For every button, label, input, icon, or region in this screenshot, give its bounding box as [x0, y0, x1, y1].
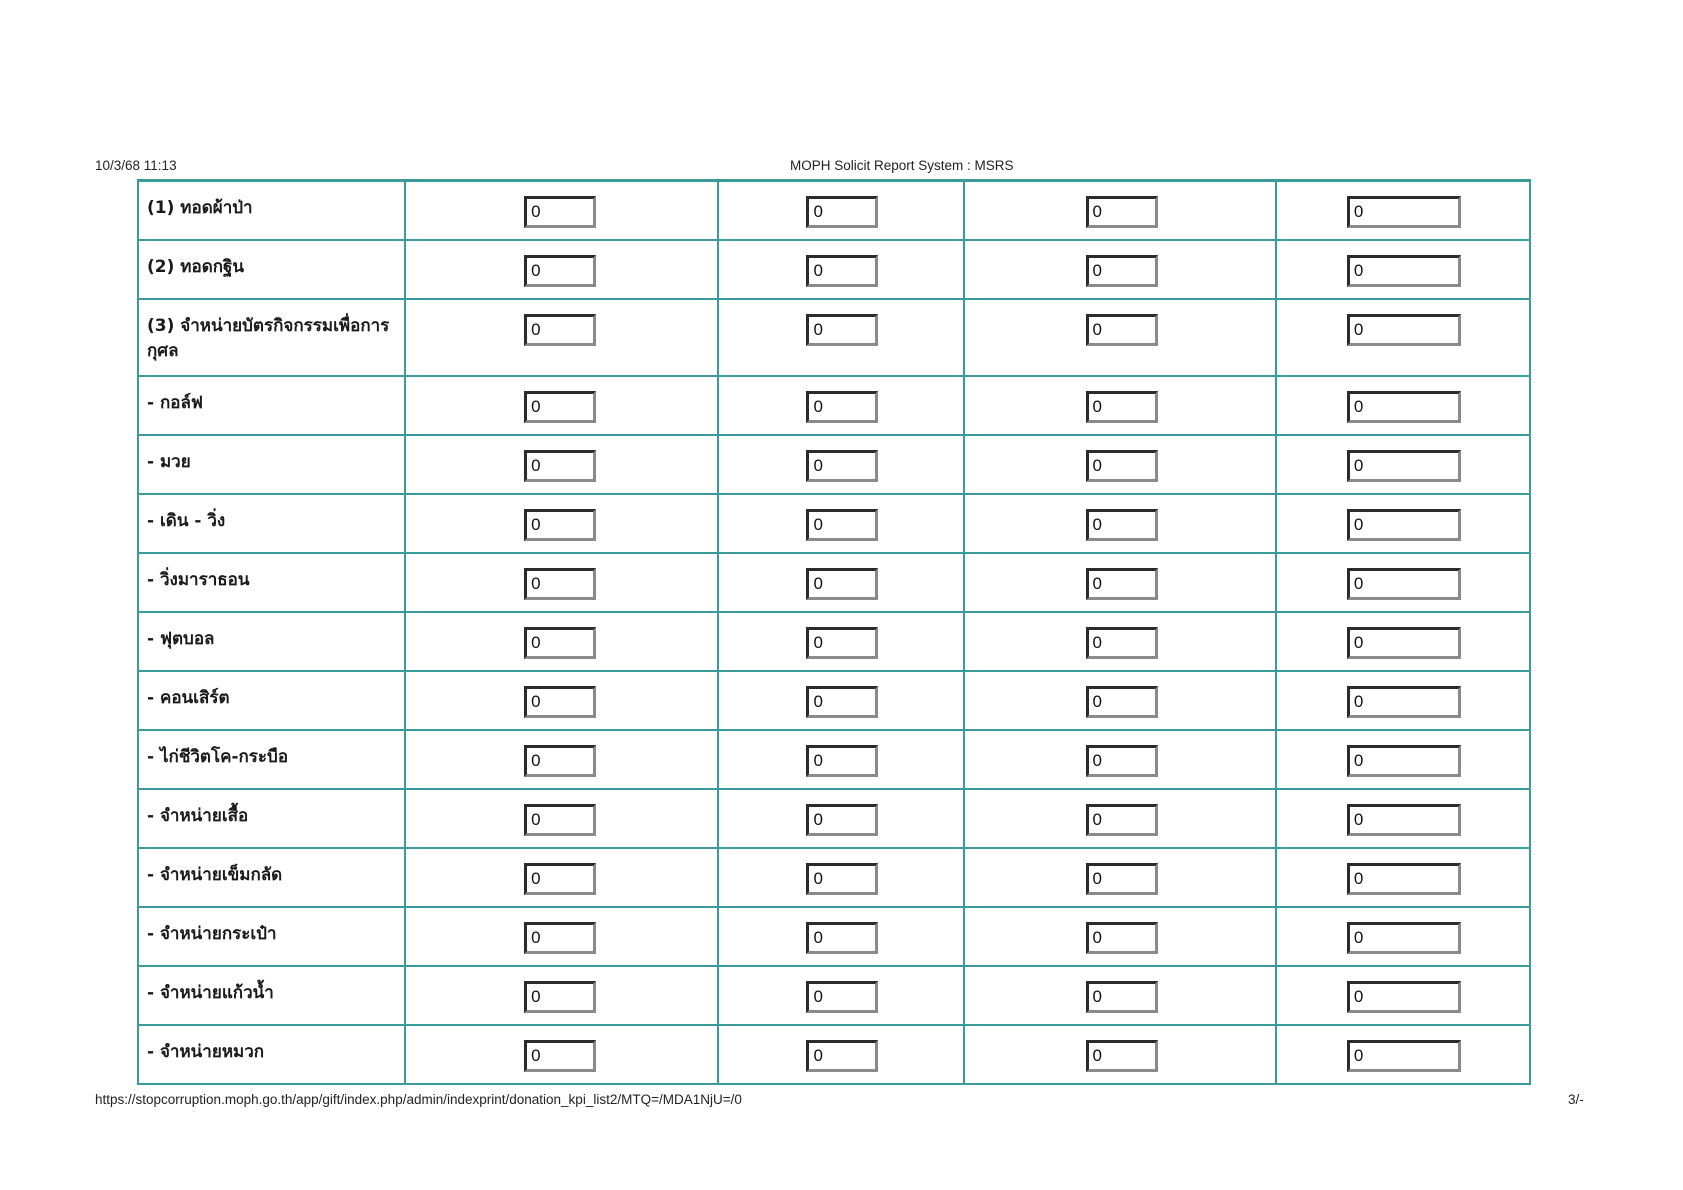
page-url: https://stopcorruption.moph.go.th/app/gift/index.php/admin/indexprint/donation_kpi_list2/MTQ=/MDA1NjU=/0: [95, 1092, 742, 1107]
value-cell: [718, 730, 963, 789]
row-label-cell: [138, 553, 405, 612]
amount-field[interactable]: 0: [1347, 196, 1461, 228]
value-cell: [964, 966, 1276, 1025]
amount-field[interactable]: 0: [806, 450, 878, 482]
amount-field[interactable]: 0: [524, 568, 596, 600]
row-label-cell: [138, 671, 405, 730]
row-label-cell: [138, 240, 405, 299]
row-label-cell: [138, 376, 405, 435]
donation-kpi-table: [137, 179, 1531, 1085]
amount-field[interactable]: 0: [1086, 981, 1158, 1013]
value-cell: [1276, 789, 1530, 848]
amount-field[interactable]: 0: [1086, 196, 1158, 228]
table-row: [138, 848, 1530, 907]
amount-field[interactable]: 0: [524, 196, 596, 228]
row-label-cell: [138, 435, 405, 494]
amount-field[interactable]: 0: [1347, 981, 1461, 1013]
value-cell: [1276, 494, 1530, 553]
amount-field[interactable]: 0: [1347, 686, 1461, 718]
amount-field[interactable]: 0: [1086, 863, 1158, 895]
row-label-cell: [138, 730, 405, 789]
amount-field[interactable]: 0: [1347, 745, 1461, 777]
value-cell: [405, 671, 718, 730]
value-cell: [405, 435, 718, 494]
table-row: [138, 376, 1530, 435]
row-label: (3) จำหน่ายบัตรกิจกรรมเพื่อการกุศล: [147, 316, 390, 361]
value-cell: [964, 671, 1276, 730]
value-cell: [964, 494, 1276, 553]
table-row: [138, 494, 1530, 553]
amount-field[interactable]: 0: [806, 863, 878, 895]
value-cell: [1276, 299, 1530, 376]
amount-field[interactable]: 0: [1347, 255, 1461, 287]
amount-field[interactable]: 0: [1347, 568, 1461, 600]
amount-field[interactable]: 0: [524, 391, 596, 423]
row-label-cell: [138, 612, 405, 671]
amount-field[interactable]: 0: [524, 255, 596, 287]
value-cell: [1276, 966, 1530, 1025]
value-cell: [405, 494, 718, 553]
value-cell: [405, 181, 718, 241]
value-cell: [1276, 1025, 1530, 1084]
value-cell: [718, 789, 963, 848]
value-cell: [964, 181, 1276, 241]
value-cell: [964, 1025, 1276, 1084]
table-row: [138, 789, 1530, 848]
table-body: [138, 181, 1530, 1085]
value-cell: [1276, 181, 1530, 241]
value-cell: [1276, 240, 1530, 299]
value-cell: [964, 730, 1276, 789]
value-cell: [1276, 907, 1530, 966]
amount-field[interactable]: 0: [806, 314, 878, 346]
amount-field[interactable]: 0: [806, 627, 878, 659]
row-label: - จำหน่ายแก้วน้ำ: [147, 983, 274, 1003]
value-cell: [1276, 553, 1530, 612]
amount-field[interactable]: 0: [524, 922, 596, 954]
amount-field[interactable]: 0: [1347, 450, 1461, 482]
value-cell: [718, 671, 963, 730]
amount-field[interactable]: 0: [524, 686, 596, 718]
row-label: - จำหน่ายกระเป๋า: [147, 924, 277, 944]
row-label-cell: [138, 181, 405, 241]
value-cell: [718, 1025, 963, 1084]
amount-field[interactable]: 0: [806, 196, 878, 228]
table-row: [138, 730, 1530, 789]
row-label: - จำหน่ายเสื้อ: [147, 806, 249, 826]
amount-field[interactable]: 0: [806, 686, 878, 718]
amount-field[interactable]: 0: [1347, 391, 1461, 423]
value-cell: [964, 376, 1276, 435]
row-label-cell: [138, 789, 405, 848]
row-label-cell: [138, 848, 405, 907]
amount-field[interactable]: 0: [806, 509, 878, 541]
value-cell: [1276, 612, 1530, 671]
row-label: (1) ทอดผ้าป่า: [147, 198, 253, 218]
value-cell: [964, 612, 1276, 671]
row-label: - จำหน่ายหมวก: [147, 1042, 265, 1062]
value-cell: [964, 435, 1276, 494]
value-cell: [1276, 730, 1530, 789]
row-label: - วิ่งมาราธอน: [147, 570, 250, 590]
value-cell: [964, 299, 1276, 376]
value-cell: [405, 1025, 718, 1084]
amount-field[interactable]: 0: [1347, 1040, 1461, 1072]
row-label: - จำหน่ายเข็มกลัด: [147, 865, 283, 885]
amount-field[interactable]: 0: [1086, 314, 1158, 346]
amount-field[interactable]: 0: [1086, 1040, 1158, 1072]
table-row: [138, 1025, 1530, 1084]
table-row: [138, 671, 1530, 730]
value-cell: [405, 553, 718, 612]
value-cell: [718, 612, 963, 671]
value-cell: [964, 848, 1276, 907]
amount-field[interactable]: 0: [524, 509, 596, 541]
amount-field[interactable]: 0: [806, 1040, 878, 1072]
table-row: [138, 966, 1530, 1025]
value-cell: [405, 730, 718, 789]
amount-field[interactable]: 0: [806, 922, 878, 954]
value-cell: [405, 299, 718, 376]
value-cell: [405, 240, 718, 299]
value-cell: [718, 299, 963, 376]
amount-field[interactable]: 0: [524, 804, 596, 836]
amount-field[interactable]: 0: [1347, 627, 1461, 659]
amount-field[interactable]: 0: [1086, 450, 1158, 482]
row-label: - เดิน - วิ่ง: [147, 511, 226, 531]
table-row: [138, 299, 1530, 376]
row-label: - คอนเสิร์ต: [147, 688, 230, 708]
value-cell: [405, 376, 718, 435]
amount-field[interactable]: 0: [1347, 804, 1461, 836]
row-label: - กอล์ฟ: [147, 393, 203, 413]
value-cell: [718, 966, 963, 1025]
row-label-cell: [138, 494, 405, 553]
value-cell: [1276, 435, 1530, 494]
amount-field[interactable]: 0: [806, 568, 878, 600]
value-cell: [405, 612, 718, 671]
amount-field[interactable]: 0: [524, 314, 596, 346]
table-row: [138, 907, 1530, 966]
row-label: - ฟุตบอล: [147, 629, 215, 649]
amount-field[interactable]: 0: [1347, 314, 1461, 346]
amount-field[interactable]: 0: [1086, 568, 1158, 600]
amount-field[interactable]: 0: [806, 804, 878, 836]
value-cell: [1276, 848, 1530, 907]
value-cell: [718, 494, 963, 553]
value-cell: [964, 553, 1276, 612]
value-cell: [718, 848, 963, 907]
value-cell: [964, 240, 1276, 299]
donation-table-region: [137, 179, 1533, 1085]
table-row: [138, 553, 1530, 612]
value-cell: [405, 966, 718, 1025]
value-cell: [1276, 671, 1530, 730]
amount-field[interactable]: 0: [1347, 863, 1461, 895]
table-row: [138, 240, 1530, 299]
amount-field[interactable]: 0: [1086, 627, 1158, 659]
value-cell: [405, 789, 718, 848]
print-datetime: 10/3/68 11:13: [95, 158, 177, 173]
row-label: (2) ทอดกฐิน: [147, 257, 245, 277]
amount-field[interactable]: 0: [1086, 255, 1158, 287]
row-label-cell: [138, 1025, 405, 1084]
amount-field[interactable]: 0: [806, 391, 878, 423]
amount-field[interactable]: 0: [524, 863, 596, 895]
value-cell: [718, 181, 963, 241]
amount-field[interactable]: 0: [1347, 922, 1461, 954]
table-row: [138, 435, 1530, 494]
value-cell: [964, 907, 1276, 966]
value-cell: [1276, 376, 1530, 435]
amount-field[interactable]: 0: [1086, 922, 1158, 954]
amount-field[interactable]: 0: [806, 255, 878, 287]
amount-field[interactable]: 0: [524, 627, 596, 659]
table-row: [138, 612, 1530, 671]
row-label: - ไก่ชีวิตโค-กระบือ: [147, 747, 289, 767]
value-cell: [718, 240, 963, 299]
amount-field[interactable]: 0: [524, 981, 596, 1013]
amount-field[interactable]: 0: [1086, 804, 1158, 836]
value-cell: [964, 789, 1276, 848]
page-number: 3/-: [1568, 1092, 1584, 1107]
amount-field[interactable]: 0: [1086, 509, 1158, 541]
amount-field[interactable]: 0: [1086, 391, 1158, 423]
value-cell: [405, 907, 718, 966]
value-cell: [718, 907, 963, 966]
amount-field[interactable]: 0: [524, 1040, 596, 1072]
value-cell: [405, 848, 718, 907]
amount-field[interactable]: 0: [806, 745, 878, 777]
amount-field[interactable]: 0: [806, 981, 878, 1013]
amount-field[interactable]: 0: [1347, 509, 1461, 541]
amount-field[interactable]: 0: [524, 745, 596, 777]
value-cell: [718, 376, 963, 435]
amount-field[interactable]: 0: [1086, 745, 1158, 777]
amount-field[interactable]: 0: [1086, 686, 1158, 718]
value-cell: [718, 553, 963, 612]
page-title: MOPH Solicit Report System : MSRS: [790, 158, 1014, 173]
row-label: - มวย: [147, 452, 191, 472]
value-cell: [718, 435, 963, 494]
amount-field[interactable]: 0: [524, 450, 596, 482]
row-label-cell: [138, 966, 405, 1025]
table-row: [138, 181, 1530, 241]
row-label-cell: [138, 299, 405, 376]
row-label-cell: [138, 907, 405, 966]
